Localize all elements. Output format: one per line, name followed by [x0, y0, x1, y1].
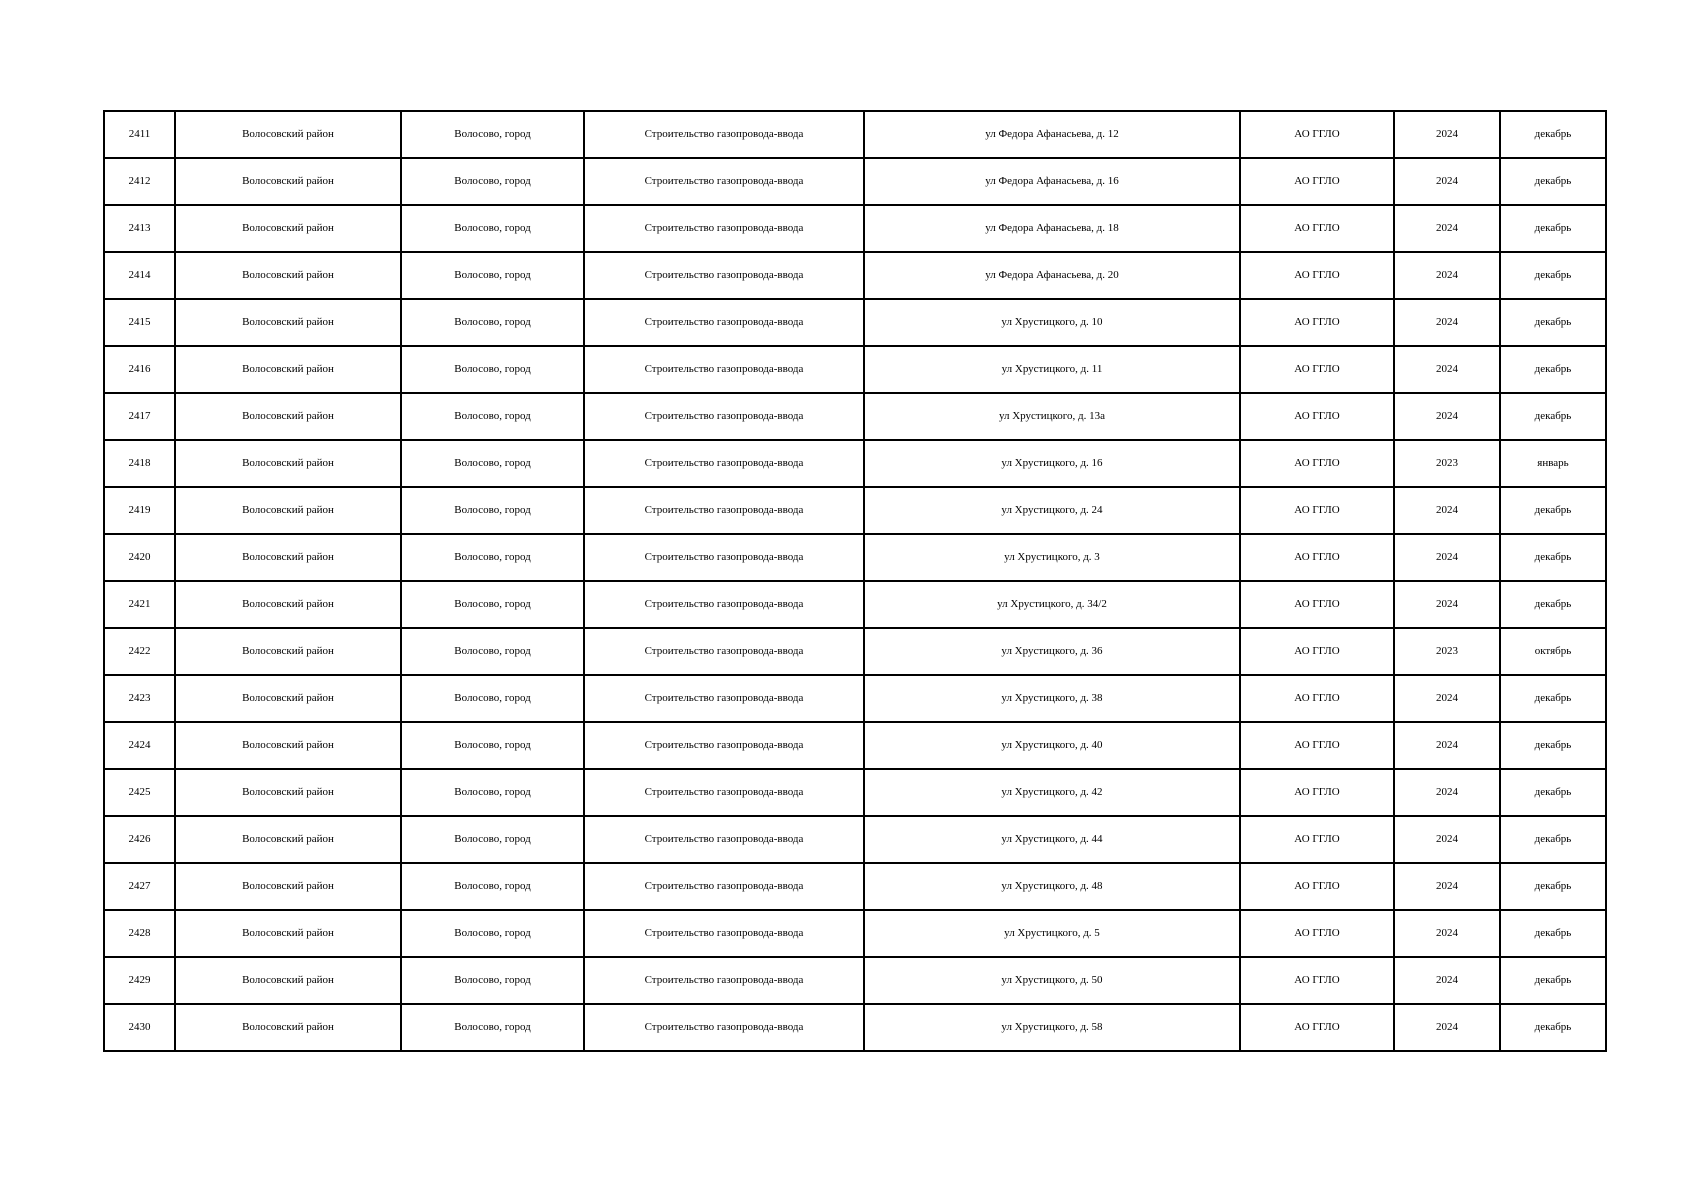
- address-cell: ул Хрустицкого, д. 58: [864, 1004, 1240, 1051]
- table-row: [104, 158, 1606, 205]
- row-number: 2427: [104, 863, 175, 910]
- district-cell: Волосовский район: [175, 393, 401, 440]
- work-type-cell: Строительство газопровода-ввода: [584, 581, 864, 628]
- address-cell: ул Хрустицкого, д. 36: [864, 628, 1240, 675]
- organization-cell: АО ГГЛО: [1240, 346, 1394, 393]
- locality-cell: Волосово, город: [401, 252, 584, 299]
- year-cell: 2024: [1394, 346, 1500, 393]
- address-cell: ул Федора Афанасьева, д. 20: [864, 252, 1240, 299]
- year-cell: 2024: [1394, 111, 1500, 158]
- locality-cell: Волосово, город: [401, 440, 584, 487]
- year-cell: 2024: [1394, 957, 1500, 1004]
- district-cell: Волосовский район: [175, 440, 401, 487]
- row-number: 2412: [104, 158, 175, 205]
- organization-cell: АО ГГЛО: [1240, 581, 1394, 628]
- address-cell: ул Хрустицкого, д. 42: [864, 769, 1240, 816]
- locality-cell: Волосово, город: [401, 628, 584, 675]
- month-cell: декабрь: [1500, 205, 1606, 252]
- year-cell: 2024: [1394, 769, 1500, 816]
- address-cell: ул Хрустицкого, д. 16: [864, 440, 1240, 487]
- month-cell: декабрь: [1500, 863, 1606, 910]
- address-cell: ул Хрустицкого, д. 48: [864, 863, 1240, 910]
- address-cell: ул Хрустицкого, д. 38: [864, 675, 1240, 722]
- month-cell: декабрь: [1500, 346, 1606, 393]
- row-number: 2419: [104, 487, 175, 534]
- organization-cell: АО ГГЛО: [1240, 440, 1394, 487]
- month-cell: декабрь: [1500, 111, 1606, 158]
- district-cell: Волосовский район: [175, 910, 401, 957]
- year-cell: 2024: [1394, 863, 1500, 910]
- year-cell: 2024: [1394, 816, 1500, 863]
- organization-cell: АО ГГЛО: [1240, 816, 1394, 863]
- work-type-cell: Строительство газопровода-ввода: [584, 487, 864, 534]
- district-cell: Волосовский район: [175, 769, 401, 816]
- organization-cell: АО ГГЛО: [1240, 111, 1394, 158]
- year-cell: 2024: [1394, 158, 1500, 205]
- district-cell: Волосовский район: [175, 158, 401, 205]
- year-cell: 2024: [1394, 581, 1500, 628]
- row-number: 2426: [104, 816, 175, 863]
- address-cell: ул Хрустицкого, д. 11: [864, 346, 1240, 393]
- district-cell: Волосовский район: [175, 628, 401, 675]
- address-cell: ул Хрустицкого, д. 24: [864, 487, 1240, 534]
- month-cell: декабрь: [1500, 910, 1606, 957]
- work-type-cell: Строительство газопровода-ввода: [584, 205, 864, 252]
- locality-cell: Волосово, город: [401, 675, 584, 722]
- month-cell: январь: [1500, 440, 1606, 487]
- year-cell: 2024: [1394, 675, 1500, 722]
- work-type-cell: Строительство газопровода-ввода: [584, 440, 864, 487]
- work-type-cell: Строительство газопровода-ввода: [584, 158, 864, 205]
- row-number: 2430: [104, 1004, 175, 1051]
- locality-cell: Волосово, город: [401, 299, 584, 346]
- row-number: 2423: [104, 675, 175, 722]
- organization-cell: АО ГГЛО: [1240, 910, 1394, 957]
- month-cell: декабрь: [1500, 816, 1606, 863]
- work-type-cell: Строительство газопровода-ввода: [584, 910, 864, 957]
- organization-cell: АО ГГЛО: [1240, 628, 1394, 675]
- address-cell: ул Хрустицкого, д. 10: [864, 299, 1240, 346]
- organization-cell: АО ГГЛО: [1240, 722, 1394, 769]
- address-cell: ул Хрустицкого, д. 5: [864, 910, 1240, 957]
- month-cell: декабрь: [1500, 957, 1606, 1004]
- organization-cell: АО ГГЛО: [1240, 487, 1394, 534]
- row-number: 2414: [104, 252, 175, 299]
- row-number: 2420: [104, 534, 175, 581]
- locality-cell: Волосово, город: [401, 722, 584, 769]
- table-row: [104, 534, 1606, 581]
- row-number: 2421: [104, 581, 175, 628]
- organization-cell: АО ГГЛО: [1240, 675, 1394, 722]
- work-type-cell: Строительство газопровода-ввода: [584, 816, 864, 863]
- organization-cell: АО ГГЛО: [1240, 158, 1394, 205]
- locality-cell: Волосово, город: [401, 393, 584, 440]
- address-cell: ул Федора Афанасьева, д. 18: [864, 205, 1240, 252]
- month-cell: декабрь: [1500, 299, 1606, 346]
- address-cell: ул Хрустицкого, д. 13а: [864, 393, 1240, 440]
- month-cell: декабрь: [1500, 252, 1606, 299]
- locality-cell: Волосово, город: [401, 581, 584, 628]
- organization-cell: АО ГГЛО: [1240, 252, 1394, 299]
- table-row: [104, 863, 1606, 910]
- row-number: 2418: [104, 440, 175, 487]
- month-cell: декабрь: [1500, 675, 1606, 722]
- work-type-cell: Строительство газопровода-ввода: [584, 863, 864, 910]
- district-cell: Волосовский район: [175, 1004, 401, 1051]
- locality-cell: Волосово, город: [401, 816, 584, 863]
- month-cell: декабрь: [1500, 769, 1606, 816]
- row-number: 2425: [104, 769, 175, 816]
- organization-cell: АО ГГЛО: [1240, 863, 1394, 910]
- table-row: [104, 393, 1606, 440]
- table-row: [104, 487, 1606, 534]
- table-row: [104, 957, 1606, 1004]
- district-cell: Волосовский район: [175, 346, 401, 393]
- organization-cell: АО ГГЛО: [1240, 769, 1394, 816]
- row-number: 2422: [104, 628, 175, 675]
- table-row: [104, 628, 1606, 675]
- address-cell: ул Федора Афанасьева, д. 12: [864, 111, 1240, 158]
- organization-cell: АО ГГЛО: [1240, 393, 1394, 440]
- organization-cell: АО ГГЛО: [1240, 957, 1394, 1004]
- work-type-cell: Строительство газопровода-ввода: [584, 722, 864, 769]
- year-cell: 2024: [1394, 252, 1500, 299]
- work-type-cell: Строительство газопровода-ввода: [584, 252, 864, 299]
- district-cell: Волосовский район: [175, 534, 401, 581]
- table-row: [104, 299, 1606, 346]
- year-cell: 2024: [1394, 393, 1500, 440]
- address-cell: ул Хрустицкого, д. 34/2: [864, 581, 1240, 628]
- year-cell: 2024: [1394, 910, 1500, 957]
- organization-cell: АО ГГЛО: [1240, 205, 1394, 252]
- address-cell: ул Хрустицкого, д. 50: [864, 957, 1240, 1004]
- organization-cell: АО ГГЛО: [1240, 299, 1394, 346]
- row-number: 2411: [104, 111, 175, 158]
- table-body: [104, 111, 1606, 1051]
- table-row: [104, 722, 1606, 769]
- table-row: [104, 816, 1606, 863]
- year-cell: 2024: [1394, 299, 1500, 346]
- year-cell: 2024: [1394, 487, 1500, 534]
- district-cell: Волосовский район: [175, 487, 401, 534]
- row-number: 2413: [104, 205, 175, 252]
- work-type-cell: Строительство газопровода-ввода: [584, 957, 864, 1004]
- table-row: [104, 1004, 1606, 1051]
- district-cell: Волосовский район: [175, 816, 401, 863]
- locality-cell: Волосово, город: [401, 863, 584, 910]
- month-cell: декабрь: [1500, 1004, 1606, 1051]
- work-type-cell: Строительство газопровода-ввода: [584, 628, 864, 675]
- month-cell: декабрь: [1500, 393, 1606, 440]
- locality-cell: Волосово, город: [401, 487, 584, 534]
- work-type-cell: Строительство газопровода-ввода: [584, 769, 864, 816]
- table-row: [104, 910, 1606, 957]
- district-cell: Волосовский район: [175, 205, 401, 252]
- address-cell: ул Хрустицкого, д. 44: [864, 816, 1240, 863]
- gas-pipeline-table: [103, 110, 1607, 1052]
- district-cell: Волосовский район: [175, 722, 401, 769]
- month-cell: декабрь: [1500, 487, 1606, 534]
- table-row: [104, 346, 1606, 393]
- month-cell: декабрь: [1500, 158, 1606, 205]
- address-cell: ул Федора Афанасьева, д. 16: [864, 158, 1240, 205]
- table-row: [104, 252, 1606, 299]
- year-cell: 2024: [1394, 205, 1500, 252]
- locality-cell: Волосово, город: [401, 769, 584, 816]
- work-type-cell: Строительство газопровода-ввода: [584, 111, 864, 158]
- row-number: 2429: [104, 957, 175, 1004]
- work-type-cell: Строительство газопровода-ввода: [584, 346, 864, 393]
- organization-cell: АО ГГЛО: [1240, 1004, 1394, 1051]
- month-cell: декабрь: [1500, 581, 1606, 628]
- work-type-cell: Строительство газопровода-ввода: [584, 675, 864, 722]
- table-row: [104, 111, 1606, 158]
- month-cell: декабрь: [1500, 722, 1606, 769]
- locality-cell: Волосово, город: [401, 346, 584, 393]
- locality-cell: Волосово, город: [401, 534, 584, 581]
- year-cell: 2024: [1394, 1004, 1500, 1051]
- district-cell: Волосовский район: [175, 111, 401, 158]
- work-type-cell: Строительство газопровода-ввода: [584, 393, 864, 440]
- locality-cell: Волосово, город: [401, 205, 584, 252]
- locality-cell: Волосово, город: [401, 1004, 584, 1051]
- locality-cell: Волосово, город: [401, 158, 584, 205]
- district-cell: Волосовский район: [175, 299, 401, 346]
- locality-cell: Волосово, город: [401, 910, 584, 957]
- work-type-cell: Строительство газопровода-ввода: [584, 1004, 864, 1051]
- table-row: [104, 205, 1606, 252]
- row-number: 2415: [104, 299, 175, 346]
- year-cell: 2024: [1394, 534, 1500, 581]
- district-cell: Волосовский район: [175, 957, 401, 1004]
- table-row: [104, 440, 1606, 487]
- work-type-cell: Строительство газопровода-ввода: [584, 534, 864, 581]
- address-cell: ул Хрустицкого, д. 3: [864, 534, 1240, 581]
- table-row: [104, 675, 1606, 722]
- row-number: 2424: [104, 722, 175, 769]
- organization-cell: АО ГГЛО: [1240, 534, 1394, 581]
- month-cell: декабрь: [1500, 534, 1606, 581]
- row-number: 2417: [104, 393, 175, 440]
- year-cell: 2023: [1394, 628, 1500, 675]
- locality-cell: Волосово, город: [401, 111, 584, 158]
- table-row: [104, 581, 1606, 628]
- district-cell: Волосовский район: [175, 581, 401, 628]
- table-row: [104, 769, 1606, 816]
- row-number: 2416: [104, 346, 175, 393]
- month-cell: октябрь: [1500, 628, 1606, 675]
- row-number: 2428: [104, 910, 175, 957]
- work-type-cell: Строительство газопровода-ввода: [584, 299, 864, 346]
- year-cell: 2024: [1394, 722, 1500, 769]
- district-cell: Волосовский район: [175, 252, 401, 299]
- address-cell: ул Хрустицкого, д. 40: [864, 722, 1240, 769]
- year-cell: 2023: [1394, 440, 1500, 487]
- district-cell: Волосовский район: [175, 675, 401, 722]
- district-cell: Волосовский район: [175, 863, 401, 910]
- locality-cell: Волосово, город: [401, 957, 584, 1004]
